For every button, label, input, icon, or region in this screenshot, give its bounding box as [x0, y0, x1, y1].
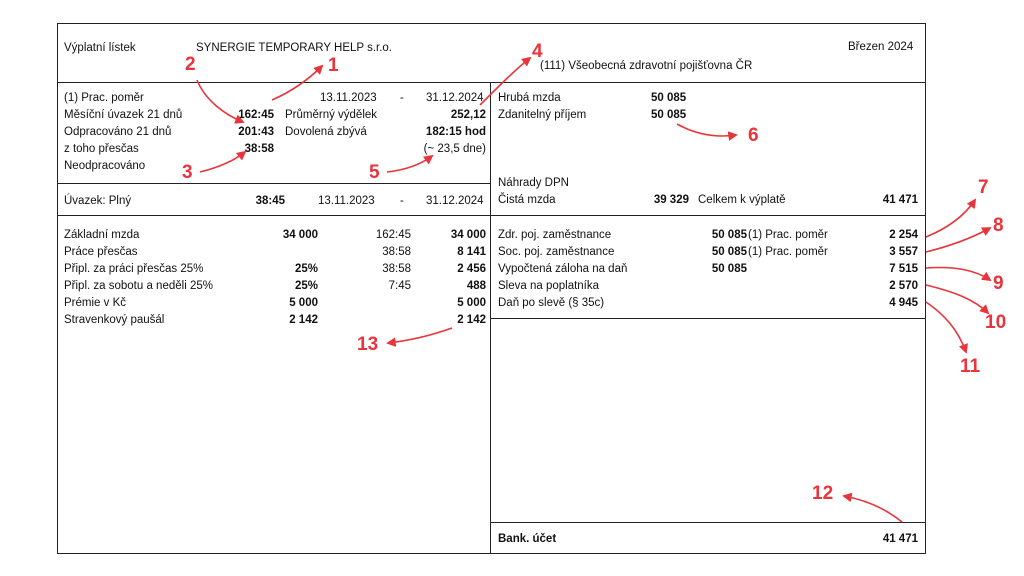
annotation-10: 10 — [985, 312, 1007, 333]
item-label: Připl. za sobotu a neděli 25% — [64, 280, 213, 292]
item-label: Stravenkový paušál — [64, 314, 165, 326]
annotation-12: 12 — [812, 483, 834, 504]
annotation-9: 9 — [993, 273, 1004, 294]
item-amount: 8 141 — [457, 246, 486, 258]
deduction-label: Sleva na poplatníka — [498, 280, 600, 292]
deduction-relation: (1) Prac. poměr — [748, 246, 828, 258]
annotation-8: 8 — [993, 215, 1004, 236]
item-hours: 38:58 — [382, 246, 411, 258]
overtime-label: z toho přesčas — [64, 143, 139, 155]
arrow-10 — [926, 285, 988, 313]
bank-account-value: 41 471 — [882, 533, 918, 545]
monthly-load-label: Měsíční úvazek 21 dnů — [64, 109, 183, 121]
item-base: 25% — [294, 280, 318, 292]
divider — [57, 183, 490, 184]
bank-account-label: Bank. účet — [498, 533, 557, 545]
item-hours: 38:58 — [382, 263, 411, 275]
annotation-5: 5 — [369, 162, 380, 183]
annotation-3: 3 — [182, 162, 193, 183]
leave-days: (~ 23,5 dne) — [423, 143, 486, 155]
average-earnings-label: Průměrný výdělek — [285, 109, 378, 121]
arrow-8 — [926, 228, 990, 252]
deduction-amount: 2 570 — [889, 280, 918, 292]
employment-relation: (1) Prac. poměr — [64, 92, 144, 104]
deduction-base: 50 085 — [711, 263, 747, 275]
document-title: Výplatní lístek — [64, 42, 136, 54]
annotation-1: 1 — [328, 55, 339, 76]
leave-remaining-value: 182:15 hod — [425, 126, 486, 138]
net-wage-value: 39 329 — [653, 194, 689, 206]
net-wage-label: Čistá mzda — [498, 194, 556, 206]
not-worked-label: Neodpracováno — [64, 160, 146, 172]
divider — [57, 82, 926, 83]
deduction-base: 50 085 — [711, 246, 747, 258]
taxable-income-value: 50 085 — [651, 109, 687, 121]
item-amount: 34 000 — [450, 229, 486, 241]
divider — [57, 215, 926, 216]
item-label: Prémie v Kč — [64, 297, 126, 309]
employment-dash: - — [400, 92, 404, 104]
deduction-label: Zdr. poj. zaměstnance — [498, 229, 612, 241]
annotation-13: 13 — [357, 334, 379, 355]
item-amount: 5 000 — [457, 297, 486, 309]
item-hours: 7:45 — [388, 280, 411, 292]
annotation-7: 7 — [978, 177, 989, 198]
annotation-4: 4 — [532, 41, 543, 62]
average-earnings-value: 252,12 — [450, 109, 486, 121]
worked-label: Odpracováno 21 dnů — [64, 126, 172, 138]
item-hours: 162:45 — [375, 229, 411, 241]
deduction-label: Soc. poj. zaměstnance — [498, 246, 615, 258]
employment-date-from: 13.11.2023 — [320, 92, 377, 104]
deduction-label: Vypočtená záloha na daň — [498, 263, 628, 275]
deduction-relation: (1) Prac. poměr — [748, 229, 828, 241]
arrow-9 — [926, 268, 990, 281]
item-amount: 2 456 — [457, 263, 486, 275]
overtime-value: 38:58 — [244, 143, 274, 155]
load-date-to: 31.12.2024 — [426, 195, 484, 207]
item-base: 34 000 — [282, 229, 318, 241]
deduction-amount: 7 515 — [889, 263, 918, 275]
item-base: 2 142 — [289, 314, 318, 326]
gross-wage-value: 50 085 — [651, 92, 687, 104]
gross-wage-label: Hrubá mzda — [498, 92, 561, 104]
deduction-amount: 3 557 — [889, 246, 918, 258]
deduction-label: Daň po slevě (§ 35c) — [498, 297, 605, 309]
deduction-base: 50 085 — [711, 229, 747, 241]
leave-remaining-label: Dovolená zbývá — [285, 126, 367, 138]
item-label: Připl. za práci přesčas 25% — [64, 263, 204, 275]
arrow-7 — [926, 200, 975, 237]
item-amount: 488 — [466, 280, 486, 292]
worked-value: 201:43 — [238, 126, 274, 138]
annotation-2: 2 — [185, 54, 196, 75]
item-base: 5 000 — [289, 297, 318, 309]
item-label: Základní mzda — [64, 229, 140, 241]
annotation-11: 11 — [960, 356, 981, 377]
sick-pay-label: Náhrady DPN — [498, 177, 569, 189]
arrow-11 — [926, 302, 966, 352]
load-hours: 38:45 — [255, 195, 285, 207]
payout-value: 41 471 — [882, 194, 918, 206]
deduction-amount: 4 945 — [889, 297, 918, 309]
pay-period: Březen 2024 — [848, 41, 914, 53]
company-name: SYNERGIE TEMPORARY HELP s.r.o. — [196, 42, 392, 54]
divider — [490, 522, 926, 523]
payout-label: Celkem k výplatě — [698, 194, 786, 206]
annotation-6: 6 — [748, 125, 759, 146]
health-insurer: (111) Všeobecná zdravotní pojišťovna ČR — [540, 60, 753, 72]
taxable-income-label: Zdanitelný příjem — [498, 109, 587, 121]
deduction-amount: 2 254 — [889, 229, 918, 241]
divider — [490, 318, 926, 319]
item-amount: 2 142 — [457, 314, 486, 326]
item-base: 25% — [294, 263, 318, 275]
load-dash: - — [400, 195, 404, 207]
monthly-load-value: 162:45 — [238, 109, 274, 121]
load-label: Úvazek: Plný — [64, 195, 132, 207]
item-label: Práce přesčas — [64, 246, 138, 258]
employment-date-to: 31.12.2024 — [426, 92, 484, 104]
load-date-from: 13.11.2023 — [318, 195, 375, 207]
